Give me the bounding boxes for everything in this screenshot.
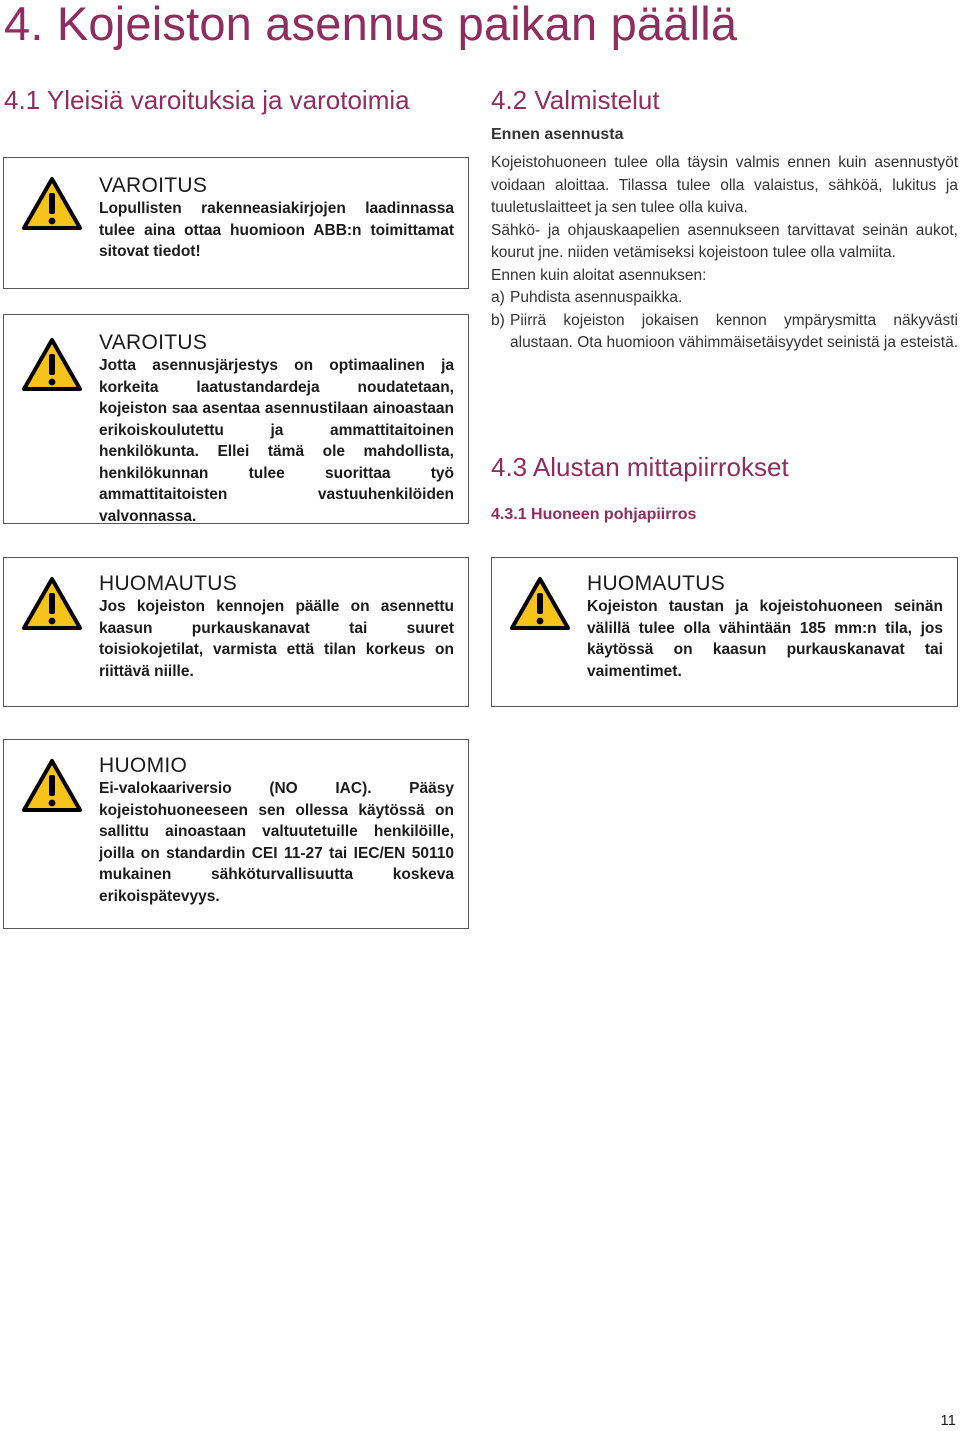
attention-body: Ei-valokaariversio (NO IAC). Pääsy kojeistohuoneeseen sen ollessa käytössä on sallittu ainoastaan valtuutetuille henkilöille, joilla on standardin CEI 11-27 tai IEC/EN 50110 mukainen sähköturvallisuutta koskeva erikoispätevyys. [99, 780, 454, 905]
list-item [491, 310, 958, 355]
section-4-3-1-title: 4.3.1 Huoneen pohjapiirros [491, 506, 697, 523]
warning-triangle-icon [21, 758, 83, 818]
warning-triangle-icon [21, 337, 83, 397]
notice-title: HUOMAUTUS [587, 572, 726, 595]
warning-title: VAROITUS [99, 174, 208, 197]
attention-title: HUOMIO [99, 754, 188, 777]
section-4-2-text [491, 152, 958, 355]
notice-body: Kojeiston taustan ja kojeistohuoneen seinän välillä tulee olla vähintään 185 mm:n tila, jos käytössä on kaasun purkauskanavat tai vaimentimet. [587, 598, 943, 680]
list-item-text: Puhdista asennuspaikka. [510, 289, 683, 306]
list-item-text: Piirrä kojeiston jokaisen kennon ympärysmitta näkyvästi alustaan. Ota huomioon vähimmäisetäisyydet seinistä ja esteistä. [510, 311, 959, 351]
warning-triangle-icon [21, 176, 83, 236]
section-4-3-title: 4.3 Alustan mittapiirrokset [491, 452, 789, 482]
warning-box [3, 157, 469, 289]
section-4-2-subtitle: Ennen asennusta [491, 126, 624, 143]
notice-box [491, 557, 958, 707]
list-item [491, 287, 958, 310]
warning-title: VAROITUS [99, 331, 208, 354]
attention-box [3, 739, 469, 929]
warning-box [3, 314, 469, 524]
notice-title: HUOMAUTUS [99, 572, 238, 595]
warning-triangle-icon [509, 576, 571, 636]
warning-body: Lopullisten rakenneasiakirjojen laadinnassa tulee aina ottaa huomioon ABB:n toimittamat sitovat tiedot! [99, 200, 454, 260]
paragraph: Kojeistohuoneen tulee olla täysin valmis ennen kuin asennustyöt voidaan aloittaa. Tilassa tulee olla valaistus, sähköä, lukitus ja tuuletuslaitteet ja sen tulee olla kuiva. [491, 154, 958, 216]
section-4-2-title: 4.2 Valmistelut [491, 85, 660, 115]
page-number: 11 [940, 1412, 956, 1429]
warning-body: Jotta asennusjärjestys on optimaalinen ja korkeita laatustandardeja noudatetaan, kojeiston saa asentaa asennustilaan ainoastaan erikoiskoulutettu ja ammattitaitoinen henkilökunta. Ellei tämä ole mahdollista, henkilökunnan tulee suorittaa työ ammattitaitoisten vastuuhenkilöiden valvonnassa. [99, 357, 454, 525]
chapter-title: 4. Kojeiston asennus paikan päällä [4, 0, 738, 50]
warning-triangle-icon [21, 576, 83, 636]
section-4-1-title: 4.1 Yleisiä varoituksia ja varotoimia [4, 85, 410, 115]
notice-box [3, 557, 469, 707]
paragraph: Sähkö- ja ohjauskaapelien asennukseen tarvittavat seinän aukot, kourut jne. niiden vetämiseksi kojeistoon tulee olla valmiita. [491, 221, 958, 261]
paragraph: Ennen kuin aloitat asennuksen: [491, 266, 707, 284]
list-item-label: a) [491, 289, 505, 306]
notice-body: Jos kojeiston kennojen päälle on asennettu kaasun purkauskanavat tai suuret toisiokojetilat, varmista että tilan korkeus on riittävä niille. [99, 598, 454, 680]
list-item-label: b) [491, 311, 505, 329]
